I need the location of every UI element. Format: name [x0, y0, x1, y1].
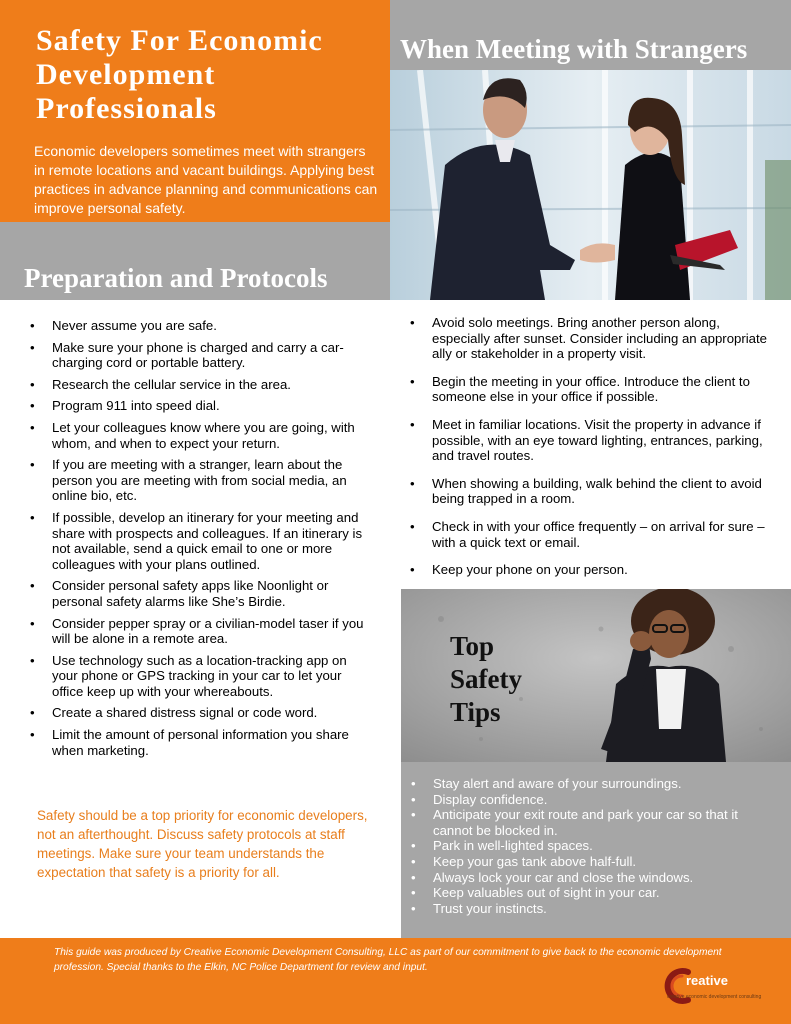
- intro-paragraph: Economic developers sometimes meet with strangers in remote locations and vacant buildings. Applying best practices in advance planning and communications can improve personal safety.: [34, 143, 378, 216]
- list-item: • Always lock your car and close the windows.: [433, 870, 773, 886]
- list-item: • Keep your gas tank above half-full.: [433, 854, 773, 870]
- list-item: • Anticipate your exit route and park your car so that it cannot be blocked in.: [433, 807, 773, 838]
- list-item: • Trust your instincts.: [433, 901, 773, 917]
- list-item: • Avoid solo meetings. Bring another person along, especially after sunset. Consider including an appropriate ally or stakeholder in a property visit.: [432, 315, 772, 362]
- list-item: • If possible, develop an itinerary for your meeting and share with prospects and colleagues. If an itinerary is not available, send a quick email to one or more colleagues with your plans outlined.: [52, 510, 372, 572]
- list-item: • Consider pepper spray or a civilian-model taser if you will be alone in a remote area.: [52, 616, 372, 647]
- tips-heading: Top Safety Tips: [450, 631, 522, 727]
- list-item: • Limit the amount of personal information you share when marketing.: [52, 727, 372, 758]
- list-item: • Park in well-lighted spaces.: [433, 838, 773, 854]
- strangers-heading: When Meeting with Strangers: [400, 34, 748, 64]
- handshake-photo: [390, 70, 791, 300]
- handshake-illustration: [390, 70, 791, 300]
- logo-wordmark: reative: [686, 973, 728, 988]
- footer-credit: This guide was produced by Creative Economic Development Consulting, LLC as part of our commitment to give back to the economic development profession. Special thanks to the Elkin, NC Police Department for review and input.: [54, 947, 722, 973]
- list-item: • Display confidence.: [433, 792, 773, 808]
- list-item: • Never assume you are safe.: [52, 318, 372, 334]
- list-item: • Stay alert and aware of your surroundings.: [433, 776, 773, 792]
- page-title: Safety For Economic Development Professionals: [36, 24, 323, 125]
- list-item: • Program 911 into speed dial.: [52, 398, 372, 414]
- list-item: • Consider personal safety apps like Noonlight or personal safety alarms like She’s Birdie.: [52, 578, 372, 609]
- list-item: • Create a shared distress signal or code word.: [52, 705, 372, 721]
- list-item: • Begin the meeting in your office. Introduce the client to someone else in your office if possible.: [432, 374, 772, 405]
- list-item: • Use technology such as a location-tracking app on your phone or GPS tracking in your car to let your office keep up with your whereabouts.: [52, 653, 372, 700]
- preparation-list: [52, 318, 372, 764]
- list-item: • Make sure your phone is charged and carry a car-charging cord or portable battery.: [52, 340, 372, 371]
- logo-tagline: creative economic development consulting: [667, 994, 762, 1000]
- list-item: • When showing a building, walk behind the client to avoid being trapped in a room.: [432, 476, 772, 507]
- strangers-list: [432, 315, 772, 590]
- list-item: • Research the cellular service in the area.: [52, 377, 372, 393]
- list-item: • Keep valuables out of sight in your car.: [433, 885, 773, 901]
- list-item: • Check in with your office frequently – on arrival for sure – with a quick text or email.: [432, 519, 772, 550]
- tips-list: [433, 776, 773, 916]
- list-item: • Let your colleagues know where you are going, with whom, and when to expect your return.: [52, 420, 372, 451]
- preparation-heading: Preparation and Protocols: [24, 263, 328, 293]
- list-item: • If you are meeting with a stranger, learn about the person you are meeting with from social media, an online bio, etc.: [52, 457, 372, 504]
- list-item: • Keep your phone on your person.: [432, 562, 772, 578]
- list-item: • Meet in familiar locations. Visit the property in advance if possible, with an eye toward lighting, entrances, parking, and travel routes.: [432, 417, 772, 464]
- safety-callout: Safety should be a top priority for economic developers, not an afterthought. Discuss safety protocols at staff meetings. Make sure your team understands the expectation that safety is a priority for all.: [37, 808, 368, 880]
